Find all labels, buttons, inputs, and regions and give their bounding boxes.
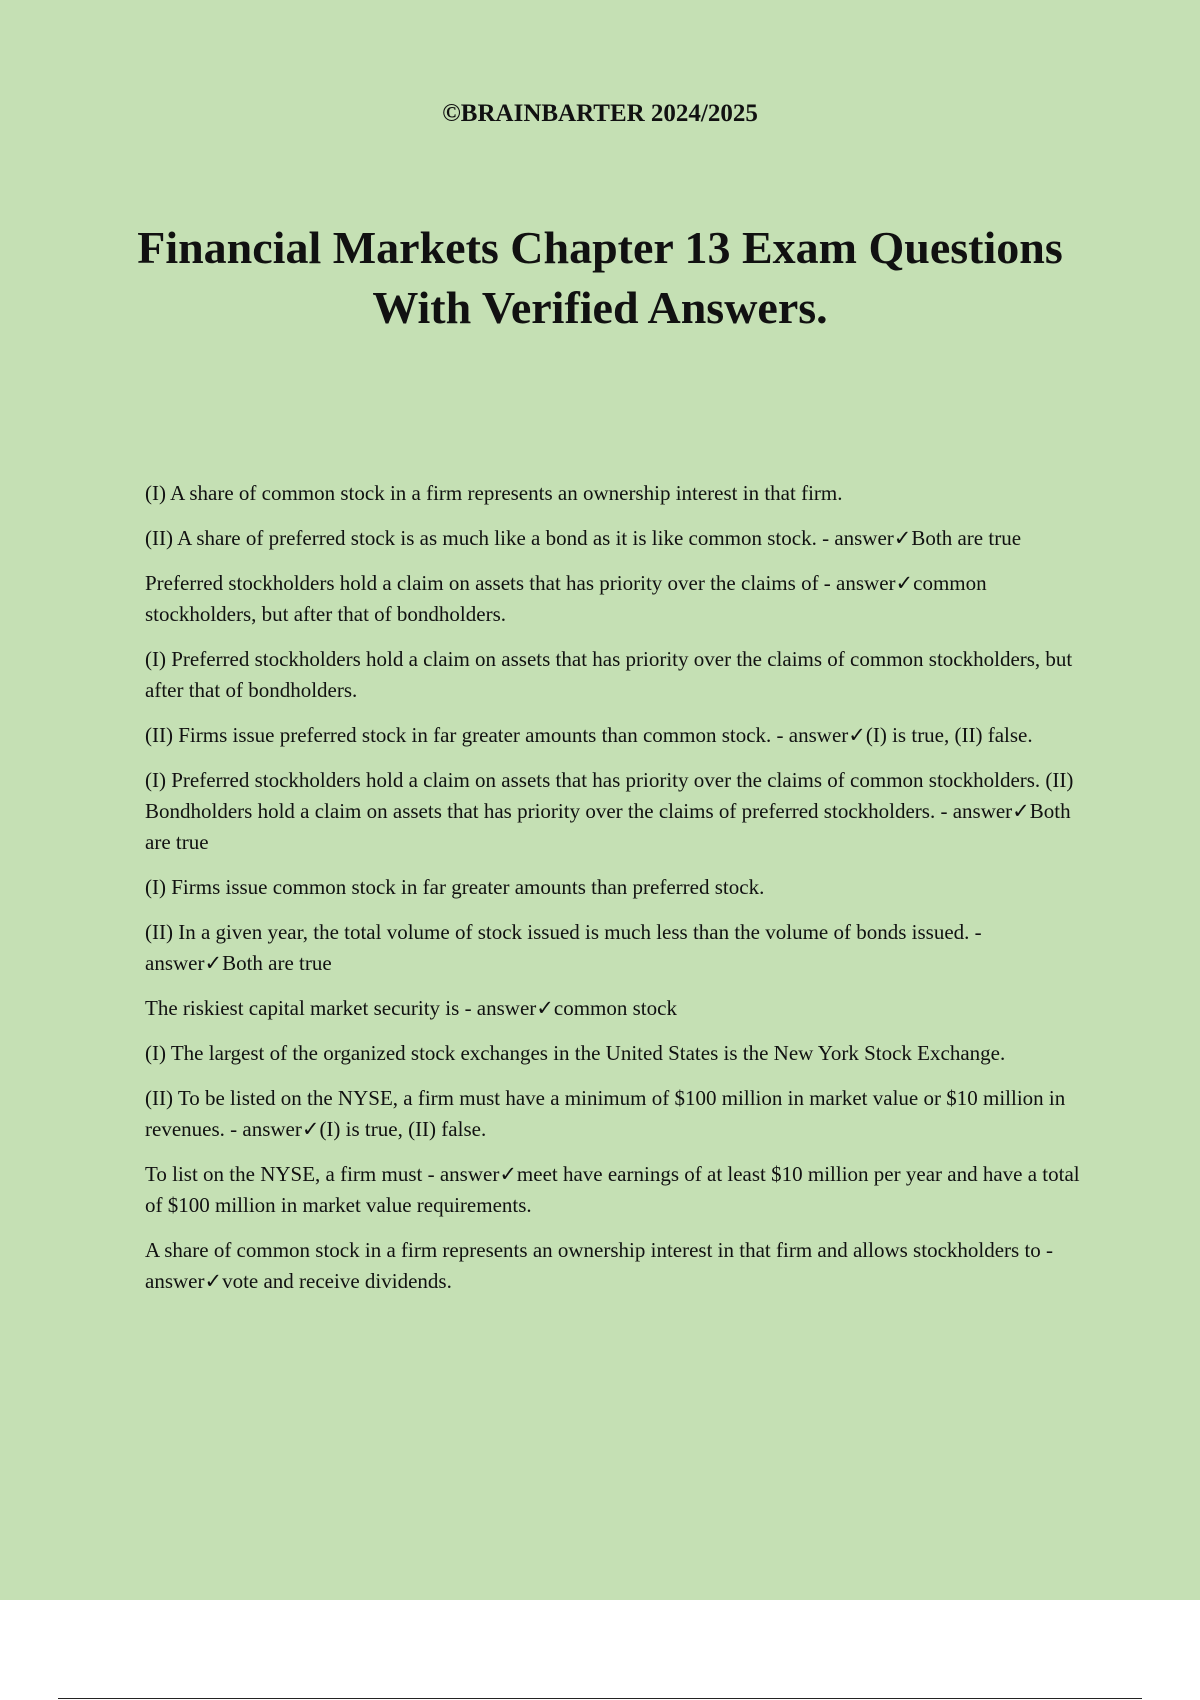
paragraph-12: To list on the NYSE, a firm must - answer✓meet have earnings of at least $10 million per year and have a total of $100 million in market value requirements. [145,1162,1080,1217]
footer-divider [58,1698,1142,1699]
paragraph-13: A share of common stock in a firm represents an ownership interest in that firm and allows stockholders to - answer✓vote and receive dividends. [145,1238,1054,1293]
document-title: Financial Markets Chapter 13 Exam Questions With Verified Answers. [137,222,1063,333]
paragraph-6: (I) Preferred stockholders hold a claim on assets that has priority over the claims of common stockholders. (II) Bondholders hold a claim on assets that has priority over the claims of preferred stockholders. - answer✓Both are true [145,768,1074,854]
paragraph-9: The riskiest capital market security is - answer✓common stock [145,996,677,1020]
copyright-header: ©BRAINBARTER 2024/2025 [442,100,758,127]
paragraph-8: (II) In a given year, the total volume of stock issued is much less than the volume of bonds issued. - answer✓Both are true [145,920,982,975]
paragraph-7: (I) Firms issue common stock in far greater amounts than preferred stock. [145,875,765,899]
paragraph-10: (I) The largest of the organized stock exchanges in the United States is the New York Stock Exchange. [145,1041,1006,1065]
paragraph-2: (II) A share of preferred stock is as much like a bond as it is like common stock. - answer✓Both are true [145,526,1022,550]
question-answer-list [145,478,1080,1311]
paragraph-4: (I) Preferred stockholders hold a claim on assets that has priority over the claims of common stockholders, but after that of bondholders. [145,647,1073,702]
paragraph-5: (II) Firms issue preferred stock in far greater amounts than common stock. - answer✓(I) is true, (II) false. [145,723,1033,747]
paragraph-11: (II) To be listed on the NYSE, a firm must have a minimum of $100 million in market value or $10 million in revenues. - answer✓(I) is true, (II) false. [145,1086,1066,1141]
paragraph-3: Preferred stockholders hold a claim on assets that has priority over the claims of - answer✓common stockholders, but after that of bondholders. [145,571,987,626]
paragraph-1: (I) A share of common stock in a firm represents an ownership interest in that firm. [145,481,843,505]
